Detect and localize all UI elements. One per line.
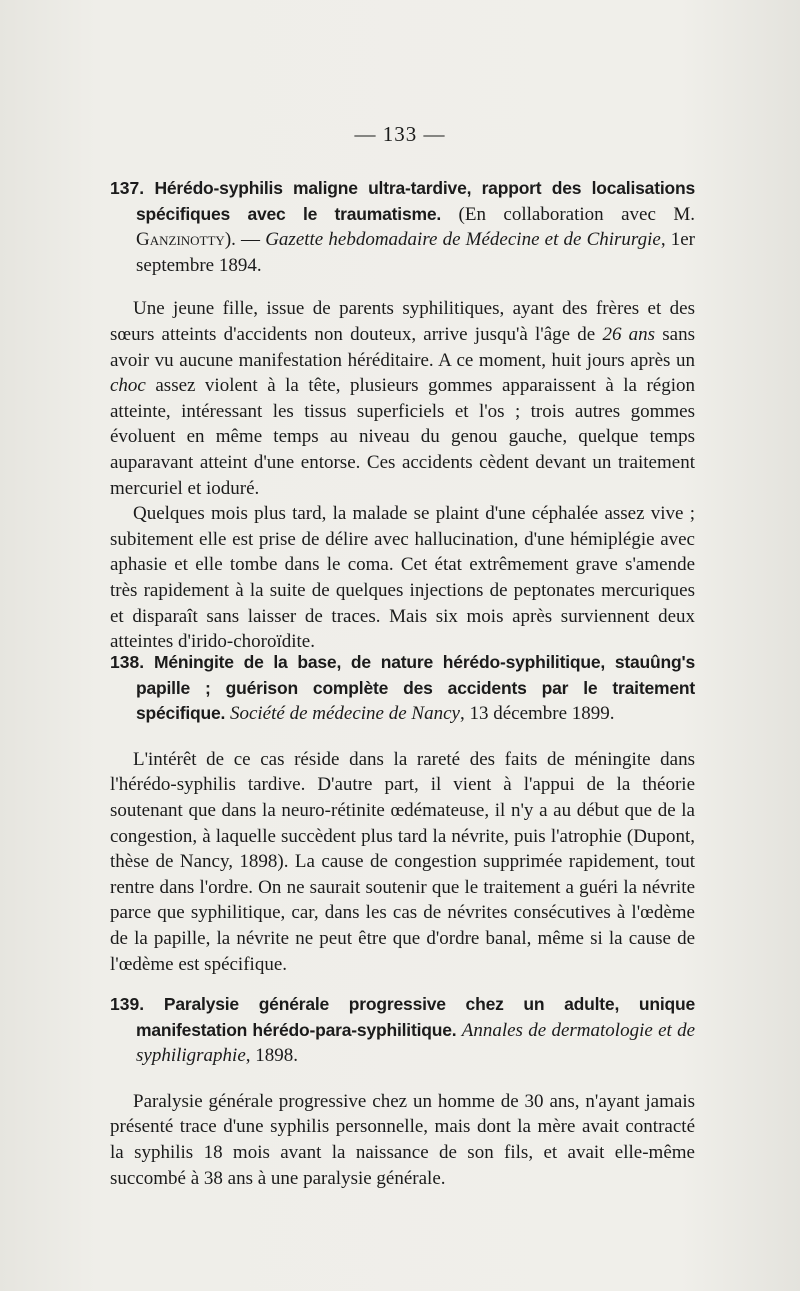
- entry-title: [110, 992, 695, 1069]
- collaboration-suffix: ). —: [224, 229, 266, 251]
- paragraph: [110, 296, 695, 501]
- paragraph: Paralysie générale progressive chez un homme de 30 ans, n'ayant jamais présenté trace d'une syphilis personnelle, mais dont la mère avait contracté la syphilis 18 mois avant la naissance de son fils, et avait elle-même succombé à 38 ans à une paralysie générale.: [110, 1090, 695, 1189]
- entry-title-bold: Méningite de la base, de nature hérédo-syphilitique, stauûng's papille ; guérison complète des accidents par le traitement spécifique.: [136, 652, 695, 724]
- page-number: — 133 —: [354, 122, 446, 146]
- entry-138: [110, 650, 695, 977]
- entry-number: 138.: [110, 652, 145, 672]
- entry-139: [110, 992, 695, 1191]
- entry-137: [110, 176, 695, 655]
- entry-title: [110, 650, 695, 727]
- paragraph: L'intérêt de ce cas réside dans la rareté des faits de méningite dans l'hérédo-syphilis tardive. D'autre part, il vient à l'appui de la théorie soutenant que dans la neuro-rétinite œdémateuse, il n'y a au début que de la congestion, à laquelle succèdent plus tard la névrite, puis l'atrophie (Dupont, thèse de Nancy, 1898). La cause de congestion supprimée rapidement, tout rentre dans l'ordre. On ne saurait soutenir que le traitement a guéri la névrite parce que syphilitique, car, dans les cas de névrites consécutives à l'œdème de la papille, la névrite ne peut être que d'ordre banal, même si la cause de l'œdème est spécifique.: [110, 748, 695, 975]
- paragraph-text: sans avoir vu aucune manifestation héréditaire. A ce moment, huit jours après un: [110, 323, 695, 371]
- publication-date: , 1898.: [245, 1045, 299, 1067]
- entry-title-bold: Paralysie générale progressive chez un adulte, unique manifestation hérédo-para-syphilitique.: [136, 994, 695, 1040]
- entry-title-bold: Hérédo-syphilis maligne ultra-tardive, rapport des localisations spécifiques avec le traumatisme.: [136, 178, 695, 224]
- publication-date: , 13 décembre 1899.: [459, 703, 615, 725]
- publication-date: , 1er septembre 1894.: [136, 229, 695, 276]
- journal-name: Annales de dermatologie et de syphiligraphie: [136, 1019, 696, 1067]
- emphasis-text: 26 ans: [602, 323, 656, 345]
- emphasis-text: choc: [110, 375, 146, 397]
- paragraph: Quelques mois plus tard, la malade se plaint d'une céphalée assez vive ; subitement elle est prise de délire avec hallucination, d'une hémiplégie avec aphasie et elle tombe dans le coma. Cet état extrêmement grave s'amende très rapidement à la suite de quelques injections de peptonates mercuriques et disparaît sans laisser de traces. Mais six mois après surviennent deux atteintes d'irido-choroïdite.: [110, 503, 695, 653]
- entry-number: 137.: [110, 178, 145, 198]
- entry-number: 139.: [110, 994, 145, 1014]
- journal-name: Gazette hebdomadaire de Médecine et de Chirurgie: [265, 229, 661, 251]
- paragraph-text: assez violent à la tête, plusieurs gommes apparaissent à la région atteinte, intéressant les tissus superficiels et l'os ; trois autres gommes évoluent en même temps au niveau du genou gauche, quelque temps auparavant atteint d'une entorse. Ces accidents cèdent devant un traitement mercuriel et ioduré.: [110, 375, 695, 499]
- entry-title: [110, 176, 695, 278]
- collaboration-prefix: (En collaboration avec M.: [458, 203, 695, 225]
- paragraph-text: Une jeune fille, issue de parents syphilitiques, ayant des frères et des sœurs atteints d'accidents non douteux, arrive jusqu'à l'âge de: [110, 298, 695, 345]
- collaborator-name: Ganzinotty: [136, 229, 225, 251]
- journal-name: Société de médecine de Nancy: [229, 703, 460, 725]
